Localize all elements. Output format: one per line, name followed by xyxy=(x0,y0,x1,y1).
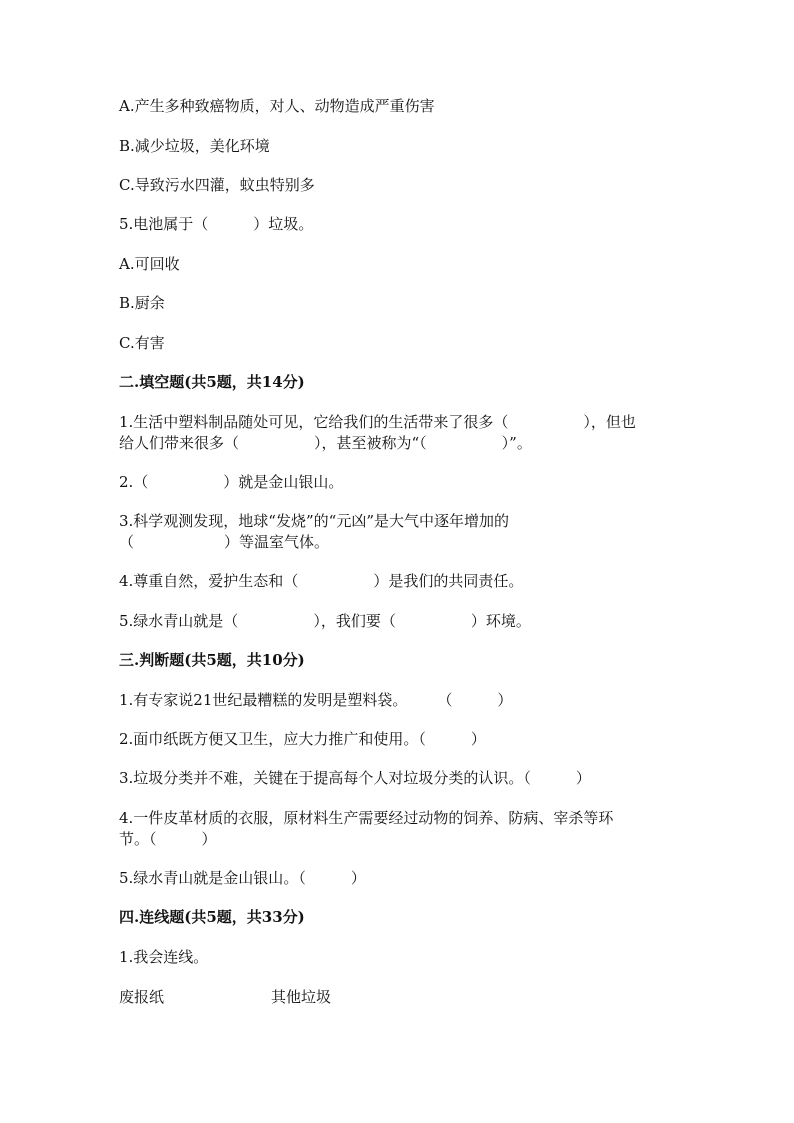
q4-option-a: A.产生多种致癌物质，对人、动物造成严重伤害 xyxy=(119,97,435,115)
section4-heading: 四.连线题(共5题，共33分) xyxy=(119,908,305,926)
fill-q3-line2: （ ）等温室气体。 xyxy=(119,533,330,551)
q4-option-b: B.减少垃圾，美化环境 xyxy=(119,137,270,155)
section2-heading: 二.填空题(共5题，共14分) xyxy=(119,373,305,391)
judge-q2: 2.面巾纸既方便又卫生，应大力推广和使用。（ ） xyxy=(119,730,486,748)
match-q1-stem: 1.我会连线。 xyxy=(119,948,209,966)
q4-option-c: C.导致污水四灌，蚊虫特别多 xyxy=(119,176,315,194)
judge-q1: 1.有专家说21世纪最糟糕的发明是塑料袋。 （ ） xyxy=(119,691,513,709)
judge-q3: 3.垃圾分类并不难，关键在于提高每个人对垃圾分类的认识。（ ） xyxy=(119,769,591,787)
judge-q4-line2: 节。（ ） xyxy=(119,830,217,848)
match-item-left: 废报纸 xyxy=(119,988,165,1006)
judge-q4-line1: 4.一件皮革材质的衣服，原材料生产需要经过动物的饲养、防病、宰杀等环 xyxy=(119,809,614,827)
q5-option-a: A.可回收 xyxy=(119,255,180,273)
match-item-right: 其他垃圾 xyxy=(271,988,332,1006)
judge-q5: 5.绿水青山就是金山银山。（ ） xyxy=(119,869,366,887)
fill-q2: 2.（ ）就是金山银山。 xyxy=(119,473,344,491)
q5-option-b: B.厨余 xyxy=(119,294,165,312)
fill-q5: 5.绿水青山就是（ ），我们要（ ）环境。 xyxy=(119,612,531,630)
fill-q1-line1: 1.生活中塑料制品随处可见，它给我们的生活带来了很多（ ），但也 xyxy=(119,413,636,431)
fill-q4: 4.尊重自然，爱护生态和（ ）是我们的共同责任。 xyxy=(119,572,524,590)
fill-q1-line2: 给人们带来很多（ ），甚至被称为“（ ）”。 xyxy=(119,434,532,452)
section3-heading: 三.判断题(共5题，共10分) xyxy=(119,651,305,669)
fill-q3-line1: 3.科学观测发现，地球“发烧”的“元凶”是大气中逐年增加的 xyxy=(119,512,509,530)
q5-stem: 5.电池属于（ ）垃圾。 xyxy=(119,215,314,233)
q5-option-c: C.有害 xyxy=(119,334,165,352)
